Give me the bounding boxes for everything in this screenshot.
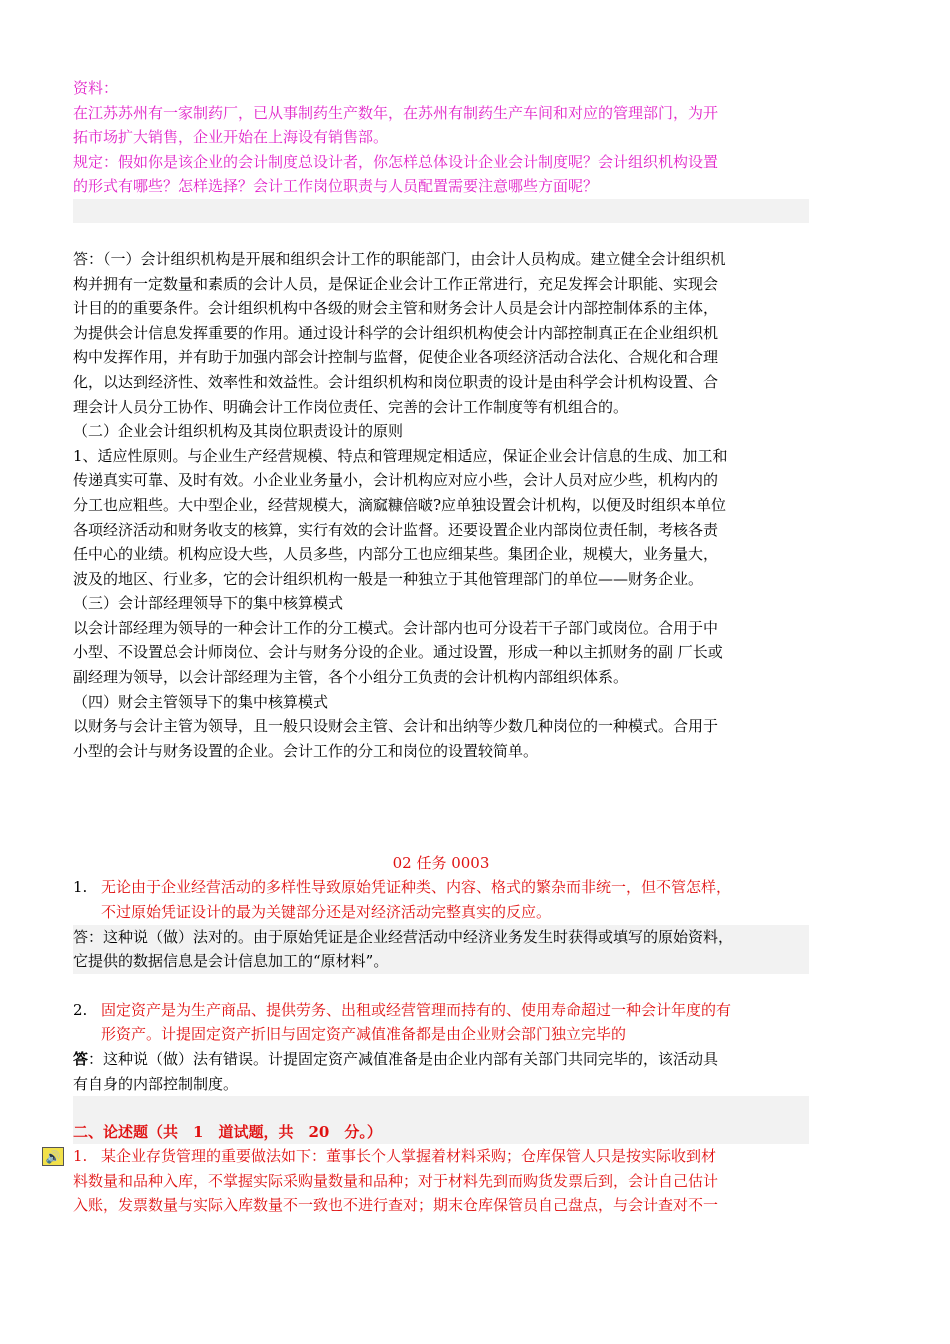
- requirement-line: 的形式有哪些？怎样选择？会计工作岗位职责与人员配置需要注意哪些方面呢？: [73, 177, 599, 196]
- answer-subheading: （二）企业会计组织机构及其岗位职责设计的原则: [73, 422, 404, 441]
- blank-line: [73, 974, 809, 998]
- answer-subheading: （三）会计部经理领导下的集中核算模式: [73, 594, 344, 613]
- answer-line: 分工也应粗些。大中型企业，经营规模大，滴窳糠倍啵?应单独设置会计机构，以便及时组织本单位: [73, 495, 727, 514]
- answer-subheading: （四）财会主管领导下的集中核算模式: [73, 692, 329, 711]
- material-line: 拓市场扩大销售，企业开始在上海设有销售部。: [73, 128, 389, 147]
- question-number: 2.: [73, 1000, 88, 1019]
- answer-line: 任中心的业绩。机构应设大些，人员多些，内部分工也应细某些。集团企业，规模大，业务量大，: [73, 545, 719, 564]
- question-text: 某企业存货管理的重要做法如下：董事长个人掌握着材料采购；仓库保管人只是按实际收到材: [101, 1147, 717, 1166]
- shaded-blank-line: [73, 199, 809, 223]
- question-1: [73, 875, 809, 973]
- answer-line: ：这种说（做）法有错误。计提固定资产减值准备是由企业内部有关部门共同完毕的，该活动具: [88, 1050, 719, 1068]
- section-heading: 二、论述题（共 1 道试题，共 20 分。）: [73, 1120, 809, 1144]
- shaded-blank-line: [73, 1096, 809, 1120]
- answer-line: 小型、不设置总会计师岗位、会计与财务分设的企业。通过设置，形成一种以主抓财务的副 厂长或: [73, 643, 723, 662]
- answer-line: 计目的的重要条件。会计组织机构中各级的财会主管和财务会计人员是会计内部控制体系的主体，: [73, 299, 719, 318]
- document-page: [45, 76, 809, 1218]
- answer-line: 小型的会计与财务设置的企业。会计工作的分工和岗位的设置较简单。: [73, 741, 539, 760]
- question-2: [73, 998, 809, 1096]
- answer-line: 答：这种说（做）法对的。由于原始凭证是企业经营活动中经济业务发生时获得或填写的原始资料，: [73, 925, 809, 950]
- requirement-line: 规定：假如你是该企业的会计制度总设计者，你怎样总体设计企业会计制度呢？会计组织机构设置: [73, 152, 719, 171]
- answer-line: 传递真实可靠、及时有效。小企业业务量小，会计机构应对应小些，会计人员对应少些，机构内的: [73, 471, 719, 490]
- answer-line: 以财务与会计主管为领导，且一般只设财会主管、会计和出纳等少数几种岗位的一种模式。合用于: [73, 717, 719, 736]
- question-text: 形资产。计提固定资产折旧与固定资产减值准备都是由企业财会部门独立完毕的: [101, 1025, 627, 1044]
- answer-line: 波及的地区、行业多，它的会计组织机构一般是一种独立于其他管理部门的单位——财务企业。: [73, 569, 704, 588]
- question-text: 不过原始凭证设计的最为关键部分还是对经济活动完整真实的反应。: [101, 903, 552, 922]
- vertical-gap: [73, 763, 809, 851]
- material-label: 资料：: [73, 79, 119, 97]
- question-text: 无论由于企业经营活动的多样性导致原始凭证种类、内容、格式的繁杂而非统一，但不管怎样，: [101, 878, 732, 897]
- answer-line: 答：（一）会计组织机构是开展和组织会计工作的职能部门，由会计人员构成。建立健全会计组织机: [73, 249, 726, 268]
- answer-line: 各项经济活动和财务收支的核算，实行有效的会计监督。还要设置企业内部岗位责任制，考核各责: [73, 520, 719, 539]
- essay-question: [45, 1144, 809, 1218]
- answer-line: 以会计部经理为领导的一种会计工作的分工模式。会计部内也可分设若干子部门或岗位。合用于中: [73, 618, 719, 637]
- answer-line: 副经理为领导，以会计部经理为主管，各个小组分工负责的会计机构内部组织体系。: [73, 668, 629, 687]
- answer-prefix: 答: [73, 1050, 89, 1068]
- question-number: 1.: [73, 878, 88, 897]
- answer-line: 有自身的内部控制制度。: [73, 1074, 239, 1093]
- question-text: 入账，发票数量与实际入库数量不一致也不进行查对；期末仓库保管员自己盘点，与会计查对不一: [73, 1196, 719, 1215]
- answer-block: [73, 247, 809, 763]
- answer-line: 它提供的数据信息是会计信息加工的“原材料”。: [73, 949, 809, 974]
- question-text: 固定资产是为生产商品、提供劳务、出租或经营管理而持有的、使用寿命超过一种会计年度的有: [101, 1000, 732, 1019]
- answer-line: 理会计人员分工协作、明确会计工作岗位责任、完善的会计工作制度等有机组合的。: [73, 397, 629, 416]
- material-line: 在江苏苏州有一家制药厂，已从事制药生产数年，在苏州有制药生产车间和对应的管理部门，为开: [73, 103, 719, 122]
- answer-line: 化，以达到经济性、效率性和效益性。会计组织机构和岗位职责的设计是由科学会计机构设置、合: [73, 372, 719, 391]
- blank-line: [73, 223, 809, 247]
- task-title: 02 任务 0003: [392, 854, 490, 873]
- speaker-icon[interactable]: 🔊: [42, 1147, 64, 1166]
- question-text: 料数量和品种入库，不掌握实际采购量数量和品种；对于材料先到而购货发票后到，会计自己估计: [73, 1171, 719, 1190]
- answer-line: 构并拥有一定数量和素质的会计人员，是保证企业会计工作正常进行，充足发挥会计职能、实现会: [73, 274, 719, 293]
- answer-line: 构中发挥作用，并有助于加强内部会计控制与监督，促使企业各项经济活动合法化、合规化和合理: [73, 348, 719, 367]
- answer-line: 1、适应性原则。与企业生产经营规模、特点和管理规定相适应，保证企业会计信息的生成、加工和: [73, 446, 728, 465]
- question-number: 1.: [73, 1147, 88, 1166]
- answer-line: 为提供会计信息发挥重要的作用。通过设计科学的会计组织机构使会计内部控制真正在企业组织机: [73, 323, 719, 342]
